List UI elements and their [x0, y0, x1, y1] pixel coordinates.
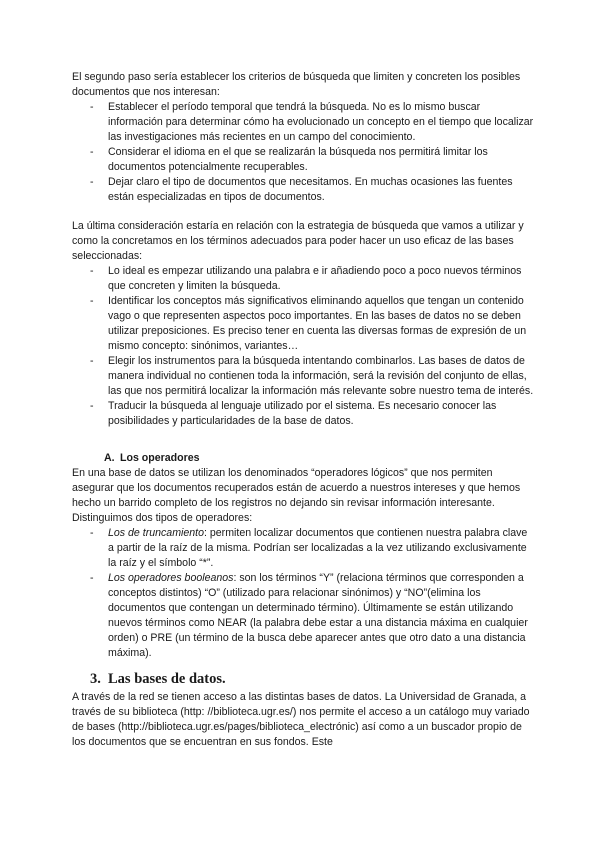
- truncation-term: Los de truncamiento: [108, 527, 204, 539]
- list-item: - Dejar claro el tipo de documentos que necesitamos. En muchas ocasiones las fuentes están especializadas en tipos de documentos.: [72, 175, 534, 205]
- criteria-section: [72, 70, 534, 205]
- list-item: - Traducir la búsqueda al lenguaje utilizado por el sistema. Es necesario conocer las posibilidades y particularidades de la base de datos.: [72, 399, 534, 429]
- boolean-term: Los operadores booleanos: [108, 572, 234, 584]
- list-item: [72, 526, 534, 571]
- truncation-text: : permiten localizar documentos que contienen nuestra palabra clave a partir de la raíz de la misma. Podrían ser localizadas a la vez utilizando exclusivamente la raíz y el símbolo “*”.: [108, 527, 528, 569]
- section-number: 3.: [90, 671, 101, 687]
- list-item: - Considerar el idioma en el que se realizarán la búsqueda nos permitirá limitar los documentos potencialmente recuperables.: [72, 145, 534, 175]
- strategy-list: [72, 264, 534, 429]
- operators-section: [72, 451, 534, 661]
- list-item: - Establecer el período temporal que tendrá la búsqueda. No es lo mismo buscar información para determinar cómo ha evolucionado un concepto en el tiempo que localizar las investigaciones más recientes en un campo del conocimiento.: [72, 100, 534, 145]
- operators-heading-text: Los operadores: [120, 452, 200, 464]
- list-item: [72, 571, 534, 661]
- strategy-section: [72, 219, 534, 429]
- operators-list: [72, 526, 534, 661]
- list-item: - Elegir los instrumentos para la búsqueda intentando combinarlos. Las bases de datos de manera individual no contienen toda la información, será la revisión del conjunto de ellas, las que nos permitirá localizar la información más relevante sobre nuestro tema de interés.: [72, 354, 534, 399]
- section-paragraph: A través de la red se tienen acceso a las distintas bases de datos. La Universidad de Granada, a través de su biblioteca (http: //biblioteca.ugr.es/) nos permite el acceso a un catálogo muy variado de bases (http://biblioteca.ugr.es/pages/biblioteca_electrónic) así como a un buscador propio de los documentos que se encuentran en sus fondos. Este: [72, 691, 530, 748]
- list-item: - Identificar los conceptos más significativos eliminando aquellos que tengan un contenido vago o que representen aspectos poco importantes. En las bases de datos no se deben utilizar preposiciones. Es preciso tener en cuenta las diversas formas de expresión de un mismo concepto: sinónimos, variantes…: [72, 294, 534, 354]
- section-title: [72, 672, 534, 687]
- operators-paragraph: En una base de datos se utilizan los denominados “operadores lógicos” que nos permiten asegurar que los documentos recuperados están de acuerdo a nuestros intereses y que hemos hecho un barrido completo de los registros no dejando sin revisar información interesante. Distinguimos dos tipos de operadores:: [72, 467, 521, 524]
- operators-letter: A.: [104, 452, 115, 464]
- criteria-list: [72, 100, 534, 205]
- strategy-paragraph: La última consideración estaría en relación con la estrategia de búsqueda que vamos a utilizar y como la concretamos en los términos adecuados para poder hacer un uso eficaz de las bases seleccionadas:: [72, 220, 524, 262]
- list-item: - Lo ideal es empezar utilizando una palabra e ir añadiendo poco a poco nuevos términos que concreten y limiten la búsqueda.: [72, 264, 534, 294]
- operators-heading: [72, 451, 534, 466]
- boolean-text: : son los términos “Y” (relaciona términos que corresponden a conceptos distintos) “O” (utilizado para relacionar sinónimos) y “NO”(elimina los documentos que contengan un determinado término). Últimamente se están utilizando nuevos términos como NEAR (la palabra debe estar a una distancia máxima en cualquier orden) o PRE (un término de la busca debe aparecer antes que otro dato a una distancia máxima).: [108, 572, 528, 659]
- section-title-text: Las bases de datos.: [108, 671, 226, 687]
- criteria-paragraph: El segundo paso sería establecer los criterios de búsqueda que limiten y concreten los posibles documentos que nos interesan:: [72, 71, 521, 98]
- section-3: [72, 672, 534, 750]
